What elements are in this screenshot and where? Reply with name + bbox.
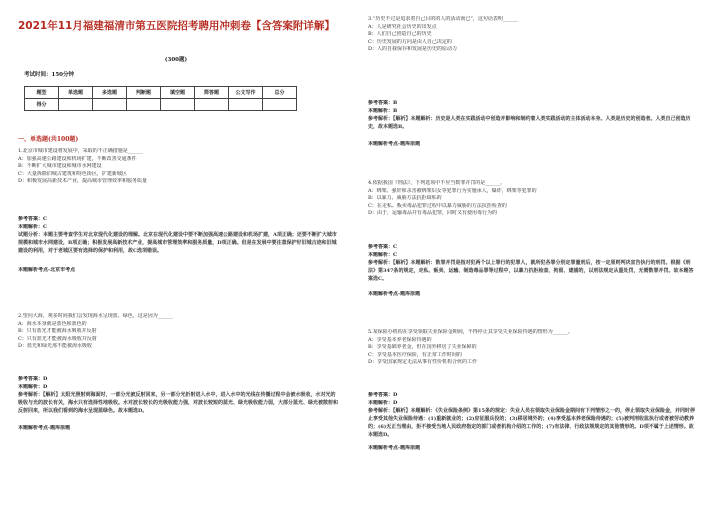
option-a: A：享受基本养老保险待遇的	[368, 336, 432, 343]
score-header-cell: 总分	[263, 87, 297, 99]
answer-4	[368, 244, 698, 299]
reference-answer: 参考答案：D	[18, 376, 48, 382]
score-cell	[127, 99, 161, 111]
question-stem: 2.望向大海，观多时间我们会发现海水呈现蓝、绿色，这是因为______	[18, 313, 173, 319]
reference-answer: 参考答案：D	[368, 392, 398, 398]
score-table	[24, 86, 297, 111]
document-title: 2021年11月福建福清市第五医院招考聘用冲刺卷【含答案附详解】	[18, 20, 335, 32]
option-b: B：以暴力、威胁方法抗拒缉私的	[368, 195, 442, 202]
answer-explanation: 参考解析：【解析】太阳光照射到海面时，一部分光被反射回来，另一部分光折射进入水中，进入水中的光线在传播过程中会被水吸收，水对光的吸收与光的波长有关，海水只有选择性地吸收。水对波长较长的光吸收能力强，对波长较短的蓝光、绿光吸收能力弱，大部分蓝光、绿光被散射和反射回来，所以我们看到的海水呈现蓝绿色。故本题选D。	[18, 392, 339, 415]
option-d: D：享受国家规定无法从事有性价机构合伙的工作	[368, 359, 478, 366]
option-b: B：只有蓝光才能被海水吸收并反射	[18, 328, 97, 335]
option-c: C：只有蓝光才能被海水吸收并反射	[18, 335, 97, 342]
answer-source: 本题解析考点-题库原题	[368, 291, 421, 298]
answer-2	[18, 376, 338, 433]
question-stem: 5.某保险办机构在享受领取失业保险金期间，不得停止其享受失业保险待遇的情形为______。	[368, 329, 573, 335]
option-b: B：不断扩大城市建设和城市水网建设	[18, 163, 102, 170]
document-subtitle: (300题)	[164, 57, 188, 63]
option-a: A：绑架、强奸和杀害被绑架妇女等犯罪行为实施承人，爆炸，绑架等犯罪的	[368, 187, 537, 194]
score-header-cell: 单选题	[59, 87, 93, 99]
option-c: C：历史发展的方向是由人自己决定的	[368, 38, 452, 45]
score-header-cell: 简答题	[195, 87, 229, 99]
score-header-cell: 题型	[25, 87, 59, 99]
option-d: D：积极发展高新技术产业，提高城市管理效率和服务质量	[18, 178, 148, 185]
question-4	[368, 180, 698, 218]
option-a: A：加强高速公路建设和机场扩建，不断改善交通条件	[18, 155, 137, 162]
option-c: C：在走私、贩卖毒品犯罪过程中以暴力威胁的方法抗拒检查的	[368, 202, 507, 209]
answer-source: 本题解析考点-题库原题	[368, 141, 421, 148]
score-cell	[161, 99, 195, 111]
score-header-row	[25, 87, 297, 99]
answer-source: 本题解析考点-题库原题	[18, 425, 71, 432]
option-d: D：由于，运输毒品并有毒品犯罪，同时又有使用毒行为的	[368, 210, 498, 217]
option-a: A：人是研究社会历史的出发点	[368, 23, 437, 30]
score-header-cell: 填空题	[161, 87, 195, 99]
option-c: C：大量拆除旧城古建筑和特色街区，扩建新城区	[18, 170, 127, 177]
score-header-cell: 公文写作	[229, 87, 263, 99]
section-heading: 一、单选题(共100题)	[18, 136, 79, 143]
question-3	[368, 16, 698, 54]
answer-1	[18, 216, 338, 275]
exam-time: 考试时间：150分钟	[24, 72, 74, 78]
option-d: D：人的自我保存和发展是历史的原动力	[368, 46, 458, 53]
score-cell	[229, 99, 263, 111]
answer-point: 本题解析：C	[18, 223, 47, 230]
answer-5	[368, 392, 698, 453]
question-5	[368, 329, 698, 367]
answer-explanation: 参考解析：【解析】本题解析：数罪并罚是指对犯两个以上罪行的犯罪人，就所犯各罪分别定罪量刑后，按一定原则判决宣告执行的刑罚。根据《刑法》第347条的规定，走私、贩卖、运输、制造毒品罪等过程中，以暴力抗拒检查、拘留、逮捕的，以刑法规定从重处罚，无需数罪并罚。故本题答案选C。	[368, 260, 694, 283]
reference-answer: 参考答案：C	[18, 216, 47, 222]
answer-point: 本题解析：D	[18, 383, 48, 390]
reference-answer: 参考答案：C	[368, 244, 397, 250]
score-cell	[93, 99, 127, 111]
answer-point: 本题解析：D	[368, 399, 398, 406]
question-stem: 1.北京市城市建设将发展中，采取的不正确措施是______	[18, 148, 143, 154]
option-d: D：蓝光和绿光那不能被海水吸收	[18, 343, 93, 350]
question-1	[18, 148, 338, 186]
answer-source: 本题解析考点-题库原题	[368, 445, 421, 452]
score-row-label: 得分	[25, 99, 59, 111]
answer-point: 本题解析：B	[368, 107, 398, 114]
answer-3	[368, 100, 698, 149]
answer-source: 本题解析考点-北京市考点	[18, 267, 76, 274]
option-b: B：人们自己创造自己的历史	[368, 31, 432, 38]
section-heading-block	[18, 134, 338, 143]
answer-point: 本题解析：C	[368, 251, 397, 258]
answer-explanation: 参考解析：【解析】本题解析：《失业保险条例》第15条的规定：失业人员在领取失业保险金期间有下列情形之一的，停止领取失业保险金，并同时停止享受其他失业保险待遇：(1)重新就业的；(2)应征服兵役的；(3)移居境外的；(4)享受基本养老保险待遇的；(5)被判刑收监执行或者被劳动教养的；(6)无正当理由，拒不接受当地人民政府指定的部门或者机构介绍的工作的；(7)有法律、行政法规规定的其他情形的。D项不属于上述情形。故本题选D。	[368, 408, 695, 439]
question-2	[18, 313, 338, 351]
question-stem: 4.依据我国《刑法》，下列选项中不应当数罪并罚的是______。	[368, 180, 506, 186]
score-cell	[59, 99, 93, 111]
answer-explanation: 参考解析：【解析】本题解析：历史是人类在实践活动中创造并影响和制约着人类实践活动的主体活动本身。人类是历史的创造者。人类自己创造历史，故本题选B。	[368, 116, 691, 131]
reference-answer: 参考答案：B	[368, 100, 398, 106]
option-b: B：享受基础养老金，但在国外移居了失业保障的	[368, 344, 477, 351]
score-cell	[263, 99, 297, 111]
answer-explanation: 试题分析：本题主要考查学生对北京现代化建设的理解。北京在现代化建设中要不断加强高速公路建设和机场扩建，A项正确；还要不断扩大城市规模和城市水网建设，B项正确；积极发展高新技术产业，提高城市管理效率和服务质量，D项正确。但是在发展中要注意保护好旧城古迹和旧城建设的利用，对于老城区要有选择的保护和利用，故C选项错误。	[18, 232, 337, 255]
score-header-cell: 多选题	[93, 87, 127, 99]
question-stem: 3.“历史不过是追求着自己目的的人的活动而已”，这句话表明______	[368, 16, 518, 22]
option-c: C：享受基本医疗保险，有正常工作时间的	[368, 351, 462, 358]
option-a: A：海水本身就是蓝色和蓝色的	[18, 320, 87, 327]
score-header-cell: 判断题	[127, 87, 161, 99]
score-cell	[195, 99, 229, 111]
score-row	[25, 99, 297, 111]
